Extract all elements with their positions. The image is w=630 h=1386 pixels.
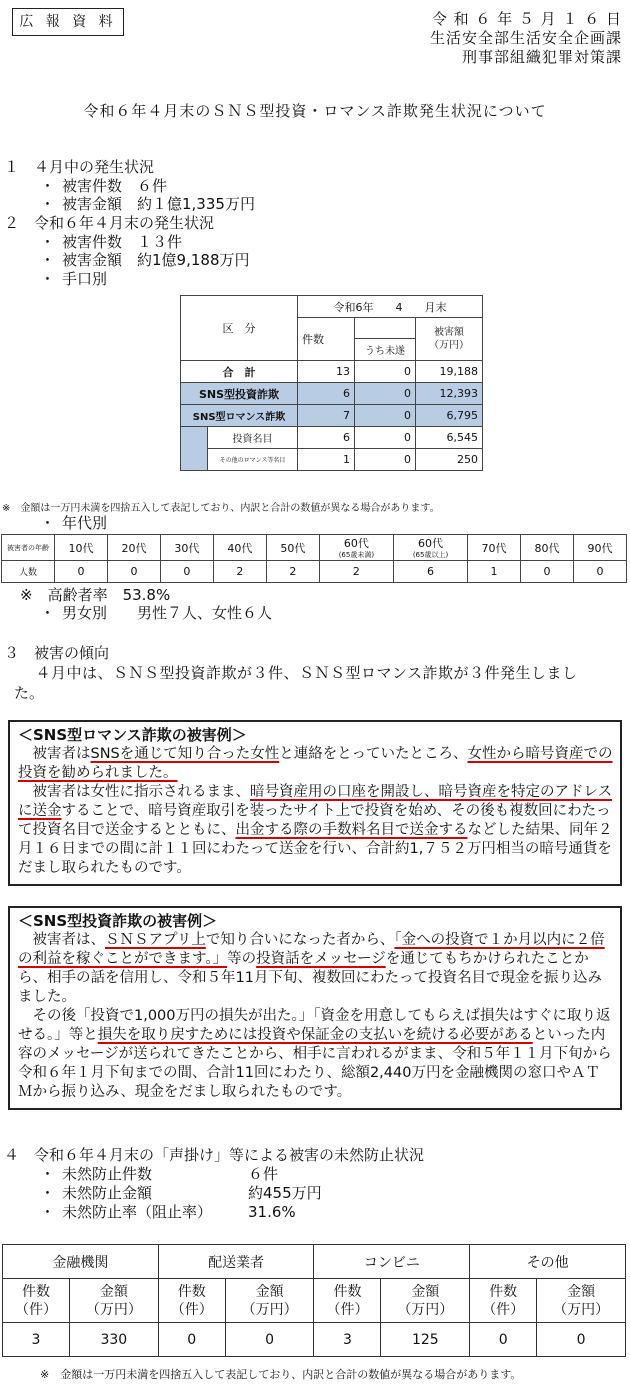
amount-header-1: 金額 （万円） xyxy=(225,1279,314,1323)
group-other: その他 xyxy=(470,1245,626,1279)
romance-case-p1: 被害者はSNSを通じて知り合った女性と連絡をとっていたところ、女性から暗号資産での投資を勧められました。 xyxy=(18,746,613,781)
note-rounding-2: ※ 金額は一万円未満を四捨五入して表記しており、内訳と合計の数値が異なる場合があります。 xyxy=(40,1368,522,1381)
amount-header-0: 金額 （万円） xyxy=(69,1279,158,1323)
age-label-9: 90代 xyxy=(587,541,613,555)
investment-count: 6 xyxy=(298,383,355,405)
age-header-6 xyxy=(393,535,467,561)
age-label-6: 60代 xyxy=(418,537,443,550)
other-purpose-amount: 250 xyxy=(416,449,483,471)
romance-label: SNS型ロマンス詐欺 xyxy=(181,405,298,427)
age-count-2: 0 xyxy=(160,561,213,583)
department-2: 刑事部組織犯罪対策課 xyxy=(461,48,622,66)
age-label-3: 40代 xyxy=(227,541,253,555)
age-count-1: 0 xyxy=(107,561,160,583)
age-header-8 xyxy=(521,535,574,561)
romance-unfinished: 0 xyxy=(355,405,416,427)
romance-amount: 6,795 xyxy=(416,405,483,427)
release-date: 令 和 ６ 年 ５ 月 １ ６ 日 xyxy=(431,10,622,28)
age-count-9: 0 xyxy=(574,561,627,583)
s2-item-2: ・ 被害金額 約1億9,188万円 xyxy=(40,251,250,269)
count-header: 件数 xyxy=(298,318,355,361)
other-purpose-label: その他のロマンス等名目 xyxy=(208,449,298,471)
age-heading: ・ 年代別 xyxy=(40,514,108,532)
amount-header-2: 金額 （万円） xyxy=(381,1279,470,1323)
value-0: 3 xyxy=(3,1323,70,1357)
value-5: 125 xyxy=(381,1323,470,1357)
age-label-5: 60代 xyxy=(343,537,369,550)
other-purpose-count: 1 xyxy=(298,449,355,471)
elderly-rate: ※ 高齢者率 53.8% xyxy=(20,586,171,604)
age-count-5: 2 xyxy=(319,561,393,583)
age-label-4: 50代 xyxy=(280,541,306,555)
age-count-6: 6 xyxy=(393,561,467,583)
prevention-amount: ・ 未然防止金額 約455万円 xyxy=(40,1184,322,1202)
value-1: 330 xyxy=(69,1323,158,1357)
total-count: 13 xyxy=(298,361,355,383)
section-1-heading: １ ４月中の発生状況 xyxy=(4,158,155,176)
age-header-7 xyxy=(468,535,521,561)
trend-text-2: た。 xyxy=(14,684,45,702)
value-6: 0 xyxy=(470,1323,537,1357)
age-header-3 xyxy=(213,535,266,561)
investment-unfinished: 0 xyxy=(355,383,416,405)
count-header-0: 件数 （件） xyxy=(3,1279,70,1323)
kubun-header: 区 分 xyxy=(181,296,298,361)
section-4-heading: ４ 令和６年４月末の「声掛け」等による被害の未然防止状況 xyxy=(4,1146,425,1164)
investment-case-heading: ＜SNS型投資詐欺の被害例＞ xyxy=(18,912,218,930)
department-1: 生活安全部生活安全企画課 xyxy=(429,29,622,47)
total-amount: 19,188 xyxy=(416,361,483,383)
romance-count: 7 xyxy=(298,405,355,427)
age-count-3: 2 xyxy=(213,561,266,583)
gender-breakdown: ・ 男女別 男性７人、女性６人 xyxy=(40,604,273,622)
invest-purpose-count: 6 xyxy=(298,427,355,449)
investment-case-p1: 被害者は、ＳＮＳアプリ上で知り合いになった者から、「金への投資で１か月以内に２倍の利益を稼ぐことができます。」等の投資話をメッセージを通じてもちかけられたことから、相手の話を信用し、令和５年11月下旬、複数回にわたって投資名目で現金を振り込みました。 xyxy=(18,932,605,1005)
trend-text-1: ４月中は、ＳＮＳ型投資詐欺が３件、ＳＮＳ型ロマンス詐欺が３件発生しまし xyxy=(20,664,578,682)
press-release-badge: 広 報 資 料 xyxy=(12,8,124,36)
unfinished-header: うち未遂 xyxy=(355,339,416,361)
prevention-count: ・ 未然防止件数 ６件 xyxy=(40,1165,279,1183)
romance-case-p2: 被害者は女性に指示されるまま、暗号資産用の口座を開設し、暗号資産を特定のアドレスに送金することで、暗号資産取引を装ったサイト上で投資を始め、その後も複数回にわたって投資名目で送金するとともに、出金する際の手数料名目で送金するなどした結果、同年２月１６日までの間に計１１回にわたって送金を行い、合計約1,７５２万円相当の暗号通貨をだまし取られたものです。 xyxy=(18,784,613,876)
count-row-label: 人数 xyxy=(2,561,55,583)
other-purpose-unfinished: 0 xyxy=(355,449,416,471)
age-count-7: 1 xyxy=(468,561,521,583)
invest-purpose-amount: 6,545 xyxy=(416,427,483,449)
age-count-0: 0 xyxy=(55,561,108,583)
age-header-0 xyxy=(55,535,108,561)
value-4: 3 xyxy=(314,1323,381,1357)
amount-header: 被害額 （万円） xyxy=(416,318,483,361)
invest-purpose-unfinished: 0 xyxy=(355,427,416,449)
note-rounding-1: ※ 金額は一万円未満を四捨五入して表記しており、内訳と合計の数値が異なる場合があります。 xyxy=(2,503,440,514)
age-sub-6: (65歳以上) xyxy=(412,551,449,559)
count-header-1: 件数 （件） xyxy=(158,1279,225,1323)
age-label-8: 80代 xyxy=(534,541,560,555)
total-label: 合 計 xyxy=(181,361,298,383)
age-header-4 xyxy=(266,535,319,561)
group-bank: 金融機関 xyxy=(3,1245,159,1279)
invest-purpose-label: 投資名目 xyxy=(208,427,298,449)
s1-item-1: ・ 被害件数 ６件 xyxy=(40,177,168,195)
age-label-2: 30代 xyxy=(174,541,200,555)
age-count-4: 2 xyxy=(266,561,319,583)
amount-header-3: 金額 （万円） xyxy=(537,1279,626,1323)
value-2: 0 xyxy=(158,1323,225,1357)
section-3-heading: ３ 被害の傾向 xyxy=(4,644,110,662)
s1-item-2: ・ 被害金額 約１億1,335万円 xyxy=(40,195,255,213)
investment-case-box xyxy=(8,906,622,1110)
value-3: 0 xyxy=(225,1323,314,1357)
age-header-5 xyxy=(319,535,393,561)
prevention-table xyxy=(2,1244,626,1357)
count-header-3: 件数 （件） xyxy=(470,1279,537,1323)
age-count-8: 0 xyxy=(521,561,574,583)
count-header-2: 件数 （件） xyxy=(314,1279,381,1323)
group-convenience: コンビニ xyxy=(314,1245,470,1279)
age-label-0: 10代 xyxy=(68,541,94,555)
s2-item-3: ・ 手口別 xyxy=(40,270,108,288)
value-7: 0 xyxy=(537,1323,626,1357)
investment-case-p2: その後「投資で1,000万円の損失が出た。」「資金を用意してもらえば損失はすぐに取り返せる。」等と損失を取り戻すためには投資や保証金の支払いを続ける必要があるといった内容のメッセージが送られてきたことから、相手に言われるがまま、令和５年１１月下旬から令和６年１月下旬までの間、合計11回にわたり、総額2,440万円を金融機関の窓口やＡＴＭから振り込み、現金をだまし取られたものです。 xyxy=(18,1008,612,1100)
document-title: 令和６年４月末のＳＮＳ型投資・ロマンス詐欺発生状況について xyxy=(83,102,547,120)
age-header-1 xyxy=(107,535,160,561)
age-table xyxy=(1,534,627,583)
investment-amount: 12,393 xyxy=(416,383,483,405)
romance-case-heading: ＜SNS型ロマンス詐欺の被害例＞ xyxy=(18,726,247,744)
section-2-heading: ２ 令和６年４月末の発生状況 xyxy=(4,214,215,232)
age-header-label: 被害者の年齢 xyxy=(2,535,55,561)
age-label-7: 70代 xyxy=(481,541,507,555)
period-header: 令和6年 4 月末 xyxy=(298,296,483,318)
investment-label: SNS型投資詐欺 xyxy=(181,383,298,405)
prevention-rate: ・ 未然防止率（阻止率） 31.6% xyxy=(40,1203,296,1221)
age-header-2 xyxy=(160,535,213,561)
method-table xyxy=(180,295,483,471)
s2-item-1: ・ 被害件数 １３件 xyxy=(40,233,183,251)
age-header-9 xyxy=(574,535,627,561)
romance-case-box xyxy=(8,720,622,886)
group-delivery: 配送業者 xyxy=(158,1245,314,1279)
header-info xyxy=(430,10,622,67)
age-sub-5: (65歳未満) xyxy=(338,551,375,559)
age-label-1: 20代 xyxy=(121,541,147,555)
total-unfinished: 0 xyxy=(355,361,416,383)
